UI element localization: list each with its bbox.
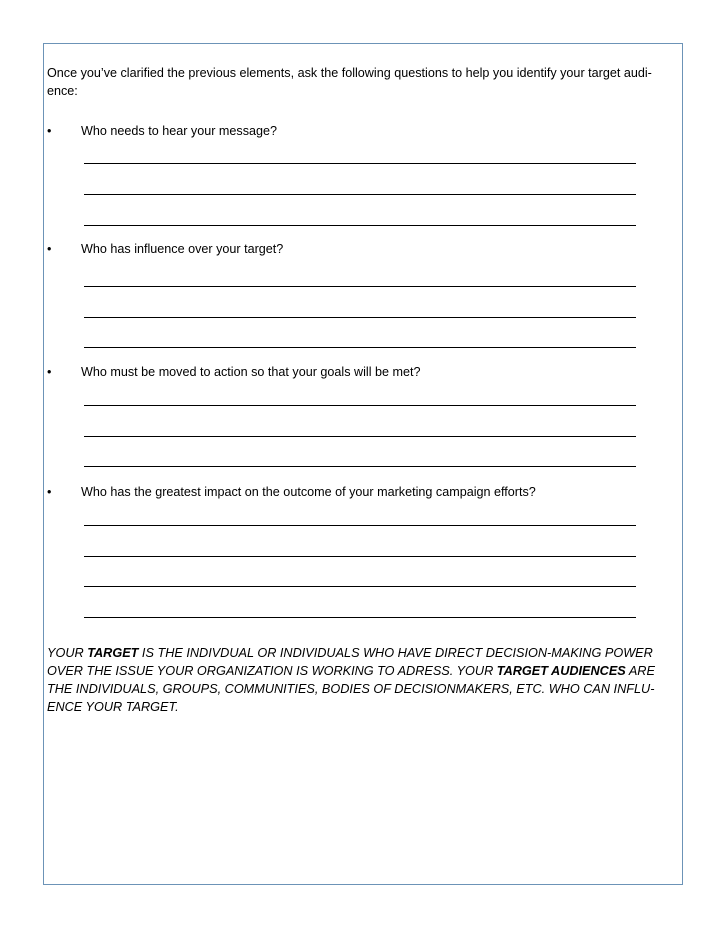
answer-line[interactable] [84, 317, 636, 318]
answer-line[interactable] [84, 194, 636, 195]
answer-line[interactable] [84, 436, 636, 437]
question-4-text: Who has the greatest impact on the outcome of your marketing campaign efforts? [81, 485, 536, 499]
answer-line[interactable] [84, 525, 636, 526]
bullet-icon: • [47, 242, 52, 256]
note-text-2: IS THE INDIVDUAL OR INDIVIDUALS WHO HAVE DIRECT DECISION-MAKING POWER OVER THE ISSUE YOUR ORGANIZATION IS WORKING TO ADRESS. YOUR [47, 646, 653, 678]
bullet-icon: • [47, 485, 52, 499]
answer-line[interactable] [84, 405, 636, 406]
answer-line[interactable] [84, 586, 636, 587]
note-text-3: ARE THE INDIVIDUALS, GROUPS, COMMUNITIES, BODIES OF DECISIONMAKERS, ETC. WHO CAN INFLU-ENCE YOUR TARGET. [47, 664, 655, 714]
answer-line[interactable] [84, 163, 636, 164]
answer-line[interactable] [84, 225, 636, 226]
answer-line[interactable] [84, 347, 636, 348]
bullet-icon: • [47, 365, 52, 379]
note-bold-target-audiences: TARGET AUDIENCES [496, 664, 626, 678]
answer-line[interactable] [84, 286, 636, 287]
intro-text: Once you’ve clarified the previous elements, ask the following questions to help you identify your target audi-ence: [47, 66, 652, 98]
answer-line[interactable] [84, 556, 636, 557]
note-bold-target: TARGET [87, 646, 139, 660]
question-2-text: Who has influence over your target? [81, 242, 284, 256]
answer-line[interactable] [84, 466, 636, 467]
question-3-text: Who must be moved to action so that your goals will be met? [81, 365, 421, 379]
question-1-text: Who needs to hear your message? [81, 124, 278, 138]
note-text-1: YOUR [47, 646, 88, 660]
answer-line[interactable] [84, 617, 636, 618]
bullet-icon: • [47, 124, 52, 138]
target-definition-note [47, 644, 681, 716]
page-border [43, 43, 683, 885]
